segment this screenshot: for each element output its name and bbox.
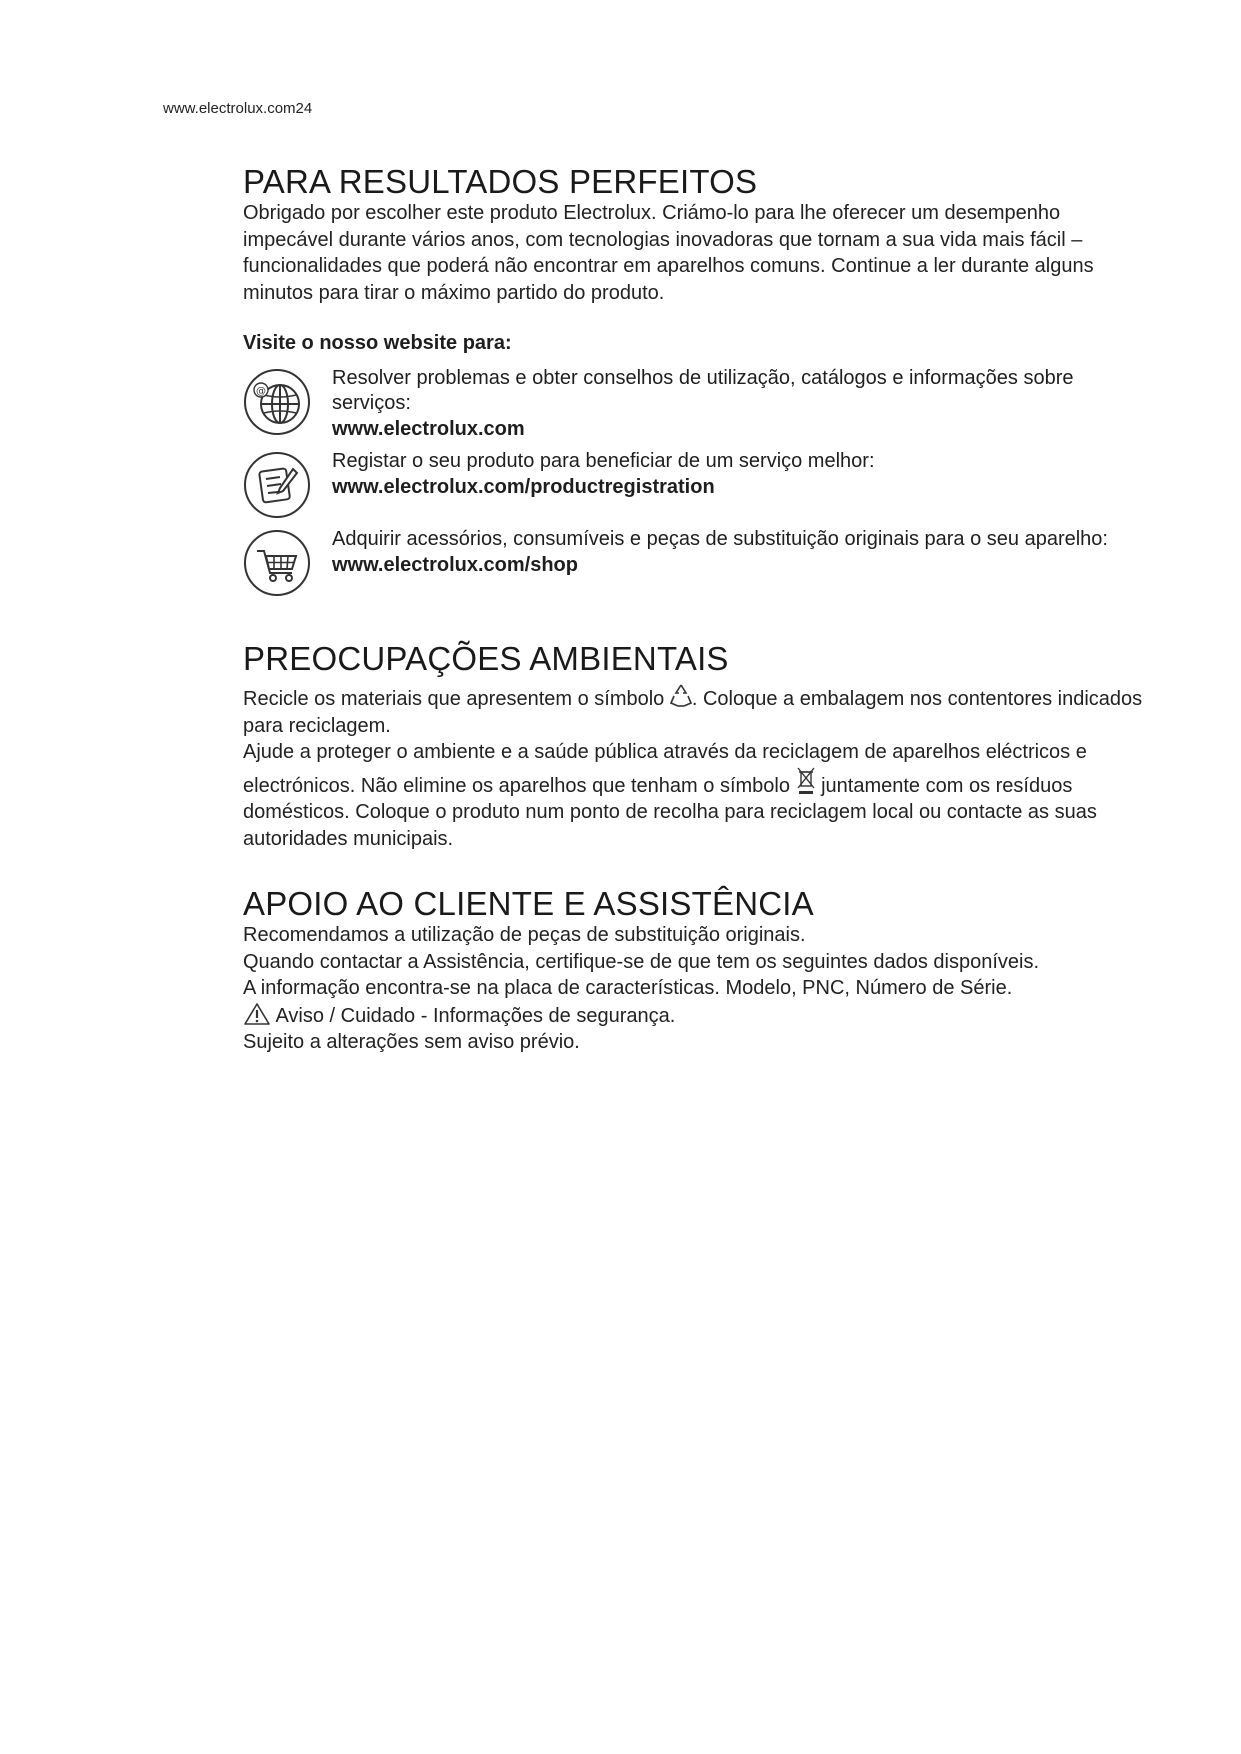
website-link-support[interactable]: www.electrolux.com (332, 418, 525, 440)
warning-triangle-icon (243, 1002, 271, 1026)
globe-at-icon (243, 368, 311, 436)
recycle-paragraph: Recicle os materiais que apresentem o símbolo . Coloque a embalagem nos contentores indicados para reciclagem. (243, 683, 1143, 739)
visit-heading: Visite o nosso website para: (243, 332, 512, 354)
website-item-shop-text: Adquirir acessórios, consumíveis e peças de substituição originais para o seu aparelho: (332, 528, 1108, 550)
support-line-parts: Recomendamos a utilização de peças de substituição originais. (243, 924, 806, 946)
registration-form-icon (243, 451, 311, 519)
section-title-environment: PREOCUPAÇÕES AMBIENTAIS (243, 640, 729, 677)
website-item-registration (243, 449, 1143, 519)
svg-text:@: @ (256, 386, 266, 397)
support-line-warning: Aviso / Cuidado - Informações de segurança. (243, 1002, 1143, 1030)
crossed-bin-icon (796, 766, 816, 796)
section-title-results: PARA RESULTADOS PERFEITOS (243, 163, 758, 200)
section-title-support: APOIO AO CLIENTE E ASSISTÊNCIA (243, 885, 814, 922)
shopping-cart-icon (243, 529, 311, 597)
page-content (243, 164, 1143, 1056)
weee-paragraph: Ajude a proteger o ambiente e a saúde pública através da reciclagem de aparelhos eléctricos e electrónicos. Não elimine os aparelhos que tenham o símbolo juntamente com os resíduos domésticos. Coloque o produto num ponto de recolha para reciclagem local ou contacte as suas autoridades municipais. (243, 741, 1097, 850)
intro-paragraph: Obrigado por escolher este produto Electrolux. Criámo-lo para lhe oferecer um desempenho impecável durante vários anos, com tecnologias inovadoras que tornam a sua vida mais fácil – funcionalidades que poderá não encontrar em aparelhos comuns. Continue a ler durante alguns minutos para tirar o máximo partido do produto. (243, 202, 1094, 304)
support-line-rating-plate: A informação encontra-se na placa de características. Modelo, PNC, Número de Série. (243, 977, 1013, 999)
website-link-registration[interactable]: www.electrolux.com/productregistration (332, 476, 715, 498)
support-line-contact: Quando contactar a Assistência, certifique-se de que tem os seguintes dados disponíveis. (243, 950, 1040, 973)
website-item-support (243, 366, 1143, 443)
website-item-shop (243, 527, 1143, 597)
support-line-subject-to-change: Sujeito a alterações sem aviso prévio. (243, 1031, 580, 1053)
website-link-shop[interactable]: www.electrolux.com/shop (332, 554, 578, 576)
website-item-support-text: Resolver problemas e obter conselhos de utilização, catálogos e informações sobre serviços: (332, 367, 1074, 414)
website-item-registration-text: Registar o seu produto para beneficiar de um serviço melhor: (332, 450, 875, 472)
recycle-icon (670, 683, 692, 709)
page-header-url: www.electrolux.com24 (163, 100, 313, 117)
